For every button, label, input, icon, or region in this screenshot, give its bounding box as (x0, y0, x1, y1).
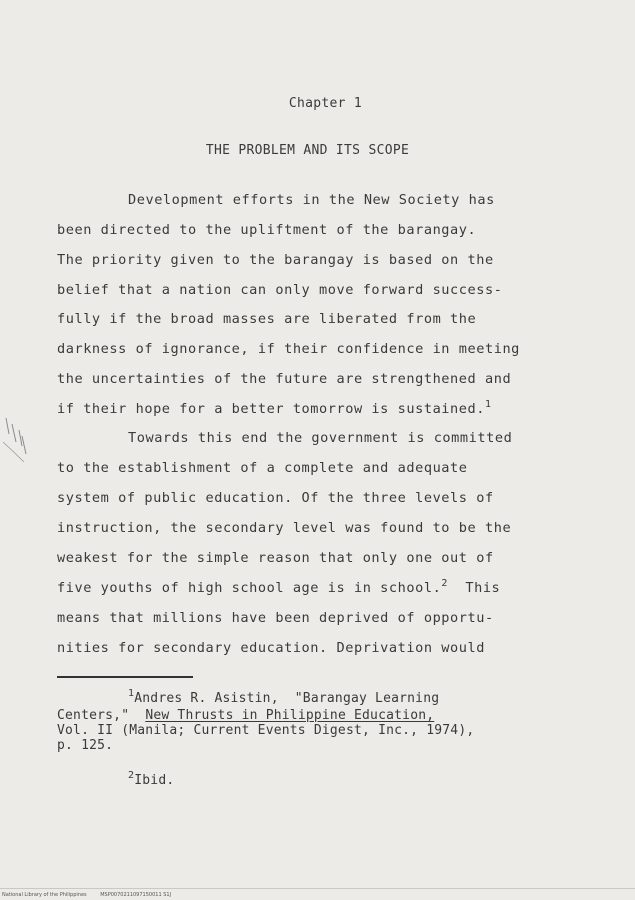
footnote-1-article-cont: Centers," (57, 708, 130, 723)
body-line-9: Towards this end the government is committed (128, 430, 513, 446)
footnote-2-text: Ibid. (134, 773, 175, 788)
body-line-8-text: if their hope for a better tomorrow is sustained. (57, 401, 485, 417)
body-line-4: belief that a nation can only move forward success- (57, 282, 503, 298)
chapter-title: THE PROBLEM AND ITS SCOPE (205, 143, 410, 158)
archive-strip (0, 888, 635, 900)
body-line-3: The priority given to the barangay is based on the (57, 252, 494, 268)
footnote-1-line-1 (128, 688, 440, 706)
body-line-15: means that millions have been deprived of opportu- (57, 610, 494, 626)
footnote-divider (57, 676, 193, 678)
body-line-14-text: five youths of high school age is in school. (57, 580, 442, 596)
archive-library: National Library of the Philippines (2, 892, 87, 898)
body-line-5: fully if the broad masses are liberated from the (57, 311, 477, 327)
body-line-12: instruction, the secondary level was found to be the (57, 520, 512, 536)
body-line-7: the uncertainties of the future are strengthened and (57, 371, 512, 387)
body-line-2: been directed to the upliftment of the barangay. (57, 222, 477, 238)
body-line-8 (57, 399, 492, 417)
footnote-1-line-2 (57, 709, 434, 722)
footnote-1-line-3: Vol. II (Manila; Current Events Digest, Inc., 1974), (57, 723, 475, 738)
margin-pencil-mark (0, 412, 40, 472)
footnote-2-marker: 2 (128, 770, 135, 781)
footnote-2 (128, 770, 175, 788)
body-line-6: darkness of ignorance, if their confidence in meeting (57, 341, 520, 357)
footnote-1-marker: 1 (128, 688, 135, 699)
body-line-13: weakest for the simple reason that only one out of (57, 550, 494, 566)
body-line-14 (57, 578, 501, 596)
body-line-14-tail: This (465, 580, 501, 596)
body-line-1: Development efforts in the New Society has (128, 192, 495, 208)
footnote-ref-1: 1 (484, 399, 492, 410)
body-line-10: to the establishment of a complete and adequate (57, 460, 468, 476)
body-line-16: nities for secondary education. Deprivation would (57, 640, 485, 656)
footnote-1-author: Andres R. Asistin, (134, 691, 279, 706)
archive-code: MSP0070211097150011 S1J (100, 892, 172, 898)
footnote-ref-2: 2 (441, 578, 448, 589)
chapter-heading: Chapter 1 (288, 96, 363, 111)
body-line-11: system of public education. Of the three levels of (57, 490, 494, 506)
footnote-1-line-4: p. 125. (57, 738, 114, 753)
footnote-1-book-title: New Thrusts in Philippine Education, (145, 708, 435, 723)
footnote-1-article: "Barangay Learning (294, 691, 440, 706)
